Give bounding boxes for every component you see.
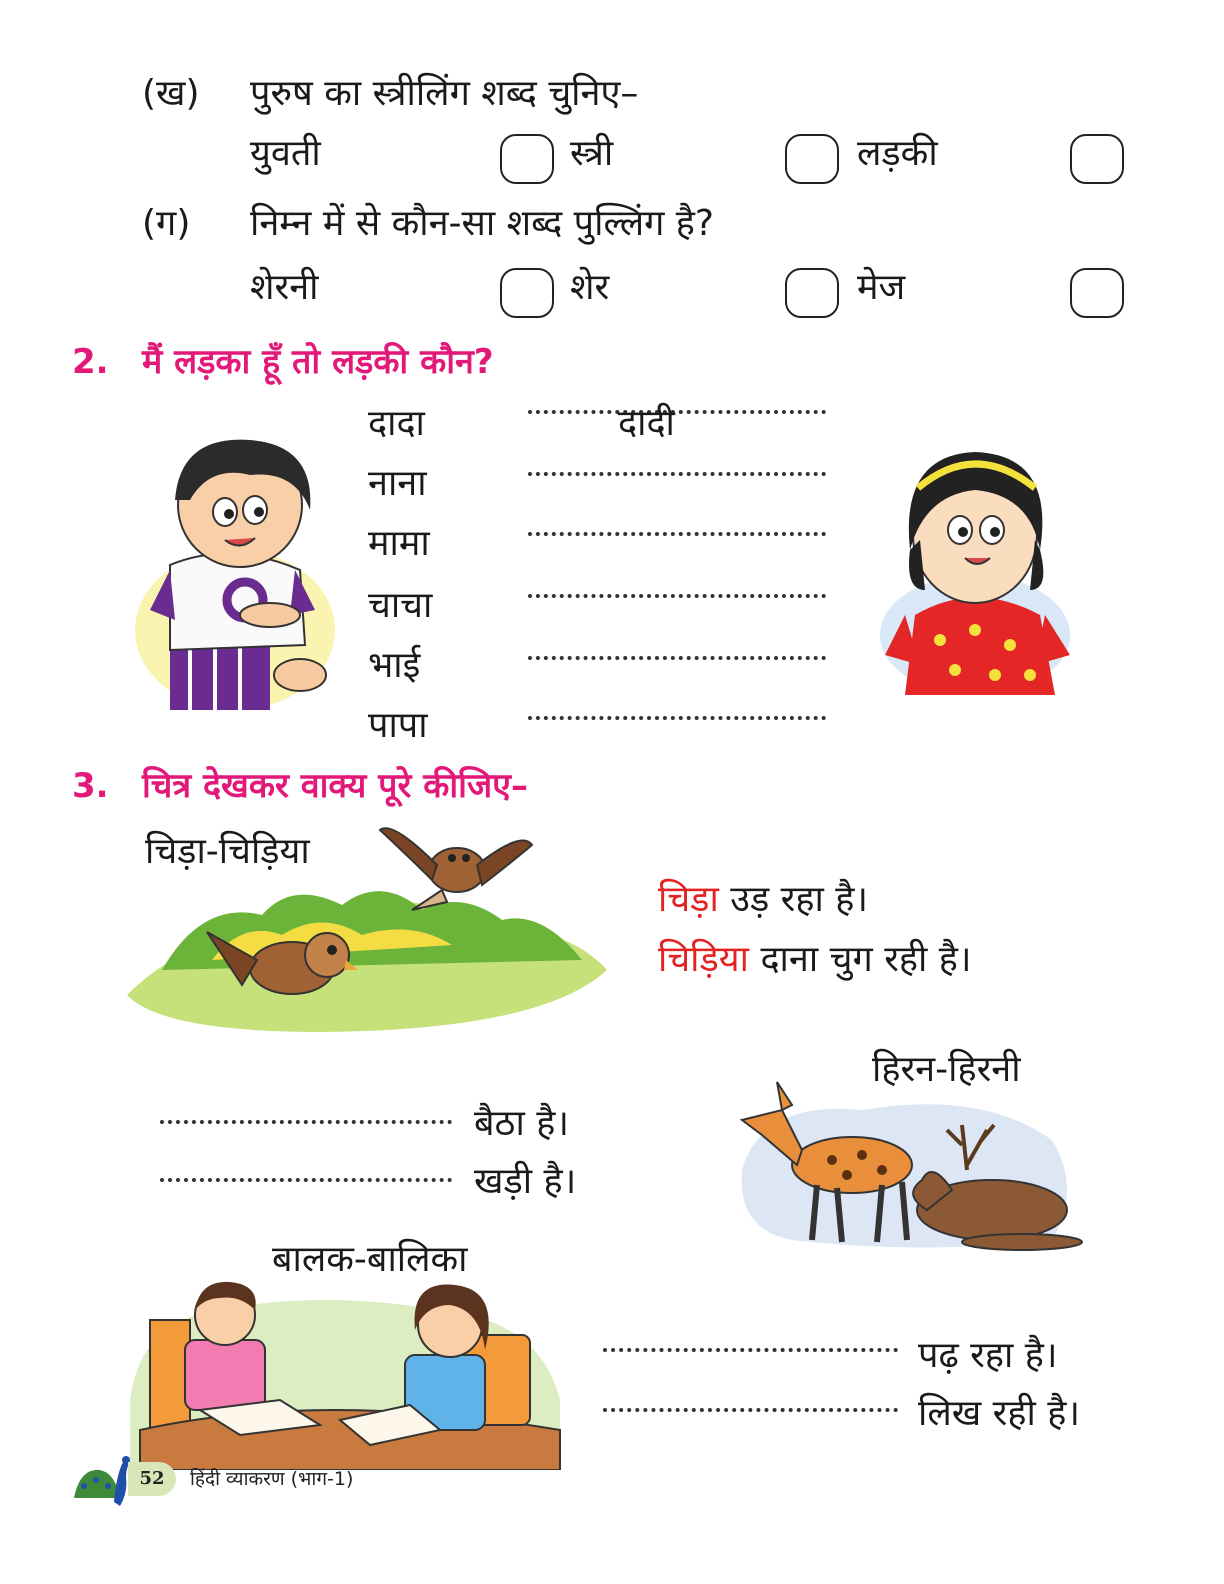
- question-text-kha: पुरुष का स्त्रीलिंग शब्द चुनिए–: [250, 73, 639, 114]
- answer-blank-2[interactable]: [528, 472, 826, 476]
- example-word-2: चिड़िया: [658, 939, 749, 980]
- option-kha-1: युवती: [250, 133, 321, 174]
- option-ga-1: शेरनी: [250, 267, 319, 308]
- answer-blank-6[interactable]: [528, 716, 826, 720]
- masculine-word-2: नाना: [368, 463, 427, 504]
- girl-illustration: [880, 440, 1080, 695]
- book-title: हिंदी व्याकरण (भाग-1): [190, 1468, 354, 1490]
- question-text-ga: निम्न में से कौन-सा शब्द पुल्लिंग है?: [250, 203, 715, 244]
- section-heading-3: [72, 764, 528, 808]
- checkbox-ga-2[interactable]: [785, 268, 839, 318]
- example-rest-2: दाना चुग रही है।: [760, 939, 972, 980]
- masculine-word-1: दादा: [368, 403, 425, 444]
- section-number-3: 3.: [72, 766, 109, 806]
- section-title-2: मैं लड़का हूँ तो लड़की कौन?: [142, 342, 494, 382]
- checkbox-ga-3[interactable]: [1070, 268, 1124, 318]
- deer-sentence-2: खड़ी है।: [474, 1161, 577, 1202]
- section-heading-2: [72, 340, 494, 384]
- children-blank-1[interactable]: [603, 1348, 898, 1352]
- masculine-word-4: चाचा: [368, 585, 433, 626]
- boy-illustration: [130, 430, 350, 715]
- sparrow-illustration: [122, 820, 612, 1035]
- children-sentence-1: पढ़ रहा है।: [918, 1335, 1058, 1376]
- masculine-word-5: भाई: [368, 645, 421, 686]
- option-ga-2: शेर: [570, 267, 610, 308]
- page-number: 52: [128, 1462, 176, 1496]
- caption-sparrow: चिड़ा-चिड़िया: [145, 831, 310, 872]
- masculine-word-3: मामा: [368, 523, 430, 564]
- checkbox-kha-1[interactable]: [500, 134, 554, 184]
- answer-blank-1[interactable]: [528, 410, 826, 414]
- option-kha-2: स्त्री: [570, 133, 614, 174]
- answer-blank-4[interactable]: [528, 594, 826, 598]
- answer-blank-3[interactable]: [528, 532, 826, 536]
- answer-blank-5[interactable]: [528, 656, 826, 660]
- checkbox-kha-2[interactable]: [785, 134, 839, 184]
- answer-text-1: दादी: [618, 403, 675, 444]
- deer-blank-1[interactable]: [160, 1120, 452, 1124]
- option-ga-3: मेज: [857, 267, 906, 308]
- deer-illustration: [722, 1070, 1087, 1260]
- masculine-word-6: पापा: [368, 705, 428, 746]
- deer-blank-2[interactable]: [160, 1178, 452, 1182]
- caption-children: बालक-बालिका: [272, 1239, 468, 1280]
- example-sentence-1: [658, 878, 868, 922]
- children-blank-2[interactable]: [603, 1408, 898, 1412]
- question-label-kha: (ख): [142, 73, 200, 114]
- deer-sentence-1: बैठा है।: [474, 1103, 569, 1144]
- peacock-icon: [70, 1448, 136, 1512]
- checkbox-ga-1[interactable]: [500, 268, 554, 318]
- checkbox-kha-3[interactable]: [1070, 134, 1124, 184]
- caption-deer: हिरन-हिरनी: [872, 1049, 1021, 1090]
- children-illustration: [120, 1280, 570, 1470]
- example-sentence-2: [658, 938, 972, 982]
- section-title-3: चित्र देखकर वाक्य पूरे कीजिए–: [142, 766, 528, 806]
- question-label-ga: (ग): [142, 203, 191, 244]
- example-rest-1: उड़ रहा है।: [730, 879, 869, 920]
- section-number-2: 2.: [72, 342, 109, 382]
- example-word-1: चिड़ा: [658, 879, 719, 920]
- option-kha-3: लड़की: [857, 133, 938, 174]
- children-sentence-2: लिख रही है।: [918, 1393, 1080, 1434]
